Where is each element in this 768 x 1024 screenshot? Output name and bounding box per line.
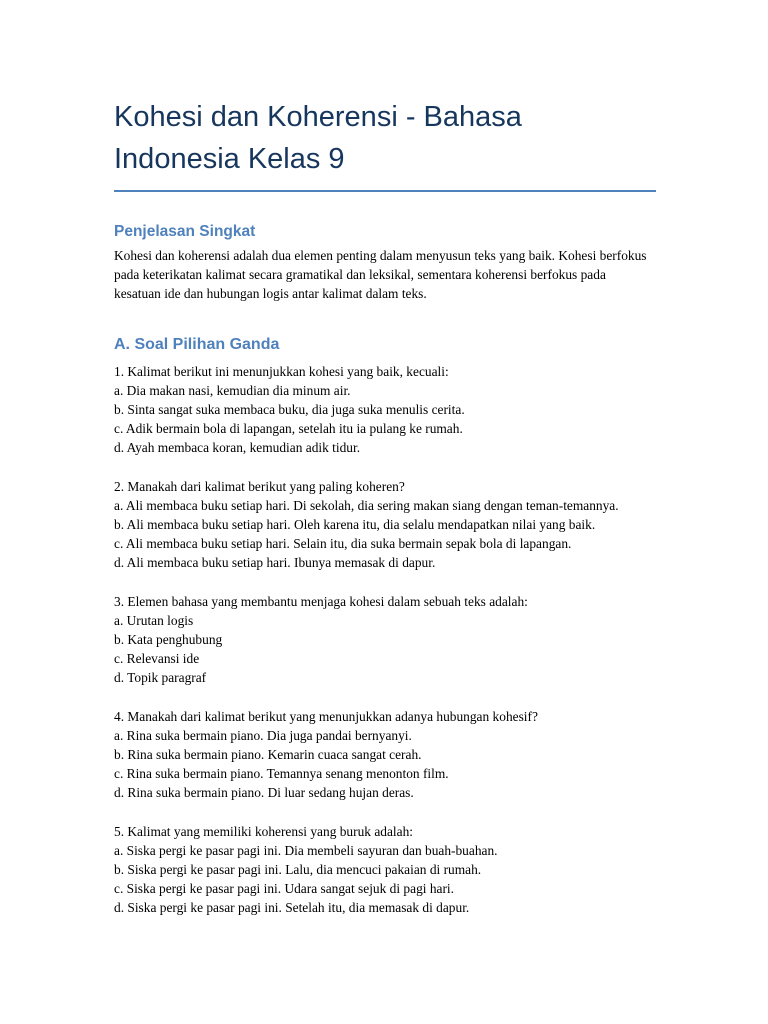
- title-underline: [114, 190, 656, 192]
- question-stem: 4. Manakah dari kalimat berikut yang menunjukkan adanya hubungan kohesif?: [114, 708, 538, 724]
- question-item: [114, 592, 656, 688]
- question-item: [114, 477, 656, 573]
- answer-option: d. Siska pergi ke pasar pagi ini. Setelah itu, dia memasak di dapur.: [114, 900, 470, 916]
- answer-option: c. Adik bermain bola di lapangan, setelah itu ia pulang ke rumah.: [114, 421, 463, 437]
- answer-option: b. Kata penghubung: [114, 632, 223, 648]
- section-a-heading: A. Soal Pilihan Ganda: [114, 335, 280, 353]
- question-stem: 2. Manakah dari kalimat berikut yang paling koheren?: [114, 478, 405, 494]
- question-item: [114, 707, 656, 803]
- answer-option: c. Siska pergi ke pasar pagi ini. Udara sangat sejuk di pagi hari.: [114, 881, 455, 897]
- answer-option: b. Rina suka bermain piano. Kemarin cuaca sangat cerah.: [114, 747, 422, 763]
- answer-option: a. Urutan logis: [114, 612, 194, 628]
- document-page: [114, 96, 656, 937]
- answer-option: d. Ali membaca buku setiap hari. Ibunya memasak di dapur.: [114, 555, 436, 571]
- answer-option: c. Rina suka bermain piano. Temannya senang menonton film.: [114, 766, 449, 782]
- question-stem: 3. Elemen bahasa yang membantu menjaga kohesi dalam sebuah teks adalah:: [114, 593, 528, 609]
- answer-option: b. Siska pergi ke pasar pagi ini. Lalu, dia mencuci pakaian di rumah.: [114, 862, 482, 878]
- summary-paragraph: Kohesi dan koherensi adalah dua elemen penting dalam menyusun teks yang baik. Kohesi berfokus pada keterikatan kalimat secara gramatikal dan leksikal, sementara koherensi berfokus pada kesatuan ide dan hubungan logis antar kalimat dalam teks.: [114, 248, 647, 302]
- question-stem: 1. Kalimat berikut ini menunjukkan kohesi yang baik, kecuali:: [114, 363, 449, 379]
- summary-heading: Penjelasan Singkat: [114, 223, 256, 240]
- answer-option: b. Sinta sangat suka membaca buku, dia juga suka menulis cerita.: [114, 402, 465, 418]
- answer-option: d. Ayah membaca koran, kemudian adik tidur.: [114, 440, 361, 456]
- question-item: [114, 362, 656, 458]
- answer-option: a. Rina suka bermain piano. Dia juga pandai bernyanyi.: [114, 727, 412, 743]
- answer-option: a. Ali membaca buku setiap hari. Di sekolah, dia sering makan siang dengan teman-temannya.: [114, 497, 619, 513]
- answer-option: a. Siska pergi ke pasar pagi ini. Dia membeli sayuran dan buah-buahan.: [114, 842, 498, 858]
- answer-option: c. Relevansi ide: [114, 651, 200, 667]
- answer-option: a. Dia makan nasi, kemudian dia minum air.: [114, 382, 351, 398]
- answer-option: b. Ali membaca buku setiap hari. Oleh karena itu, dia selalu mendapatkan nilai yang baik.: [114, 517, 596, 533]
- document-title: Kohesi dan Koherensi - Bahasa Indonesia Kelas 9: [114, 101, 522, 175]
- answer-option: d. Rina suka bermain piano. Di luar sedang hujan deras.: [114, 785, 414, 801]
- question-item: [114, 822, 656, 918]
- answer-option: d. Topik paragraf: [114, 670, 207, 686]
- question-stem: 5. Kalimat yang memiliki koherensi yang buruk adalah:: [114, 823, 413, 839]
- answer-option: c. Ali membaca buku setiap hari. Selain itu, dia suka bermain sepak bola di lapangan.: [114, 536, 572, 552]
- question-list: [114, 362, 656, 918]
